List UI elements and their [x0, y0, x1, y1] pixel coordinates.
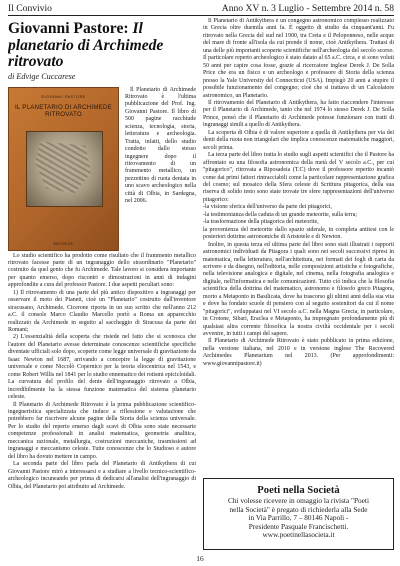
box-line: in Via Parrillo, 7 – 80146 Napoli -	[248, 513, 349, 523]
running-head	[8, 3, 394, 15]
poeti-nella-societa-box	[203, 478, 394, 550]
title-author-name: Giovanni Pastore:	[8, 20, 133, 37]
right-column	[203, 18, 394, 474]
left-column	[8, 18, 196, 550]
title-book-name: Il planetario di Archimede ritrovato	[8, 20, 164, 70]
article-title	[8, 21, 196, 71]
paragraph: Lo studio scientifico ha prodotto come risultato che il frammento metallico ritrovato facesse parte di un ingranaggio dello straordinario "Planetario" costruito da quel genio che fu Archimede. Tale lavoro si considera importante per quanto emerso, dopo riscontri e dimostrazioni in anni di indagini approfondite a cura del professor Pastore. I due aspetti peculiari sono:	[8, 252, 196, 289]
book-cover-image	[8, 87, 119, 251]
paragraph: Il Planetario di Archimede Ritrovato è la prima pubblicazione scientifico-ingegneristica specializzata che induce a riflessione e valutazione che potrebbero far riscrivere alcune pagine della Storia della scienza universale. Per lo studio del reperto emerso dagli scavi di Olbia sono state necessarie competenze professionali in analisi matematica, geometria analitica, meccanica razionale, metallurgia, costruzioni meccaniche, trasmissioni ad ingranaggi e meccanismo celeste. Tutte conoscenze che lo Studioso e autore del libro ha dovuto mettere in campo.	[8, 401, 196, 460]
box-title: Poeti nella Società	[257, 485, 340, 496]
right-body-text	[203, 18, 394, 368]
box-line: nella Società" è pregato di richiederla alla Sede	[229, 504, 368, 514]
paragraph: La scoperta di Olbia è di valore superiore a quella di Antikythera per via dei denti della ruota non triangolari che implica conoscenze matematiche maggiori, secoli prima.	[203, 129, 394, 151]
paragraph: 1) Il ritrovamento di una parte del più antico dispositivo a ingranaggi per osservare il moto dei Pianeti, cioè un "Planetario" costruito dall'inventore siracusano, Archimede. Cicerone riporta in un suo scritto che nell'anno 212 a.C. il console Marco Claudio Marcello portò a Roma un apparecchio realizzato da Archimede in seguito al saccheggio di Siracusa da parte dei Romani;	[8, 289, 196, 334]
paragraph: -la trasformazione della pitagorica del meteorite,	[203, 219, 319, 226]
paragraph: -la visione sferica dell'universo da parte dei pitagorici,	[203, 204, 333, 211]
book-cover-artifact-photo	[26, 131, 103, 207]
box-website-link[interactable]: www.poetinellasocieta.it	[262, 530, 335, 540]
paragraph: Inoltre, in questa terza ed ultima parte del libro sono stati illustrati i rapporti astronomici individuati da Pitagora i quali sono nei secoli successivi ripresi in matematica, nella letteratura, nell'architettura, nei formati dei fogli di carta da scrivere e da disegno, nell'editoria, nelle composizioni artistiche e fotografiche, nella televisione analogica e digitale, nel cinema, nella fotografia analogica e digitale, nell'informatica e nelle comunicazioni. Tutto ciò indica che la filosofia scientifica della dottrina del matematico, astronomo e filosofo greco Pitagora, morto a Metaponto in Basilicata, dove ha trascorso gli ultimi anni della sua vita e dove ha fondato scuole di pensiero con al seguito sostenitori da cui il nome "pitagorici", sviluppatasi nel VI secolo a.C. nella Magna Grecia, in particolare, in Crotone, Sibari, Eraclea e Metaponto, ha impregnato profondamente più di qualsiasi altra corrente filosofica la nostra civiltà occidentale per i secoli avvenire, in tutti i campi del sapere.	[203, 241, 394, 338]
intro-text	[125, 87, 196, 251]
issue-info: Anno XV n. 3 Luglio - Settembre 2014 n. 58	[221, 3, 394, 14]
paragraph: La terza parte del libro tratta lo studio sugli aspetti scientifici che il Pastore ha affrontato su una filosofia astronomica della metà del V secolo a.C., per cui "pitagorico", ritrovata a Riposadeia (T.C) dove il professore reperito incantò come dai primi fattori rintracciabili come la particolare rappresentazione grafica del cosmo; sul mosaico della Sfera celeste di Scrittura pitagorica, della sua riserva di solido testo sono state trovate tre sfere rappresentazioni dell'universo pitagorico:	[203, 152, 394, 203]
paragraph: Il Planetario di Antikythera è un congegno astronomico complesso realizzato in Grecia oltre duemila anni fa. È oggetto di studio da cinquant'anni. Fu ritrovato nella Grecia del sud nel 1900, tra Creta e il Peloponneso, nelle acque del mare di fronte all'isola da cui prende il nome, cioè Antikythera. Trattasi di una delle più importanti scoperte scientifiche nell'archeologia del secolo scorso. Il particolare reperto archeologico è stato datato al 65 a.C. circa, e si sono voluti 50 anni per capire cosa fosse, grazie al ricercatore inglese Derek J. De Solla Price che era un fisico e un archeologo e professore di Storia della scienza presso la Yale University del Connecticut (USA). Impiegò 20 anni a stupire il possibile funzionamento del congegno; cioè che si trattava di un Calcolatore astronomico, un Planetario.	[203, 18, 394, 99]
article-byline: di Edvige Cuccarese	[8, 71, 76, 81]
paragraph: -la testimonianza della caduta di un grande meteorite, sulla terra;	[203, 211, 357, 218]
book-cover-author: GIOVANNI PASTORE	[41, 94, 86, 99]
header-rule	[8, 15, 394, 16]
paragraph: 2) L'essenzialità della scoperta che risiede nel fatto che si sconosca che l'autore del Planetario avesse determinate conoscenze scientifiche specifiche diventate ufficiali solo dopo, scoperte come legge universale di gravitazione da Isaac Newton nel 1687, arrivando a concepire la legge di gravitazione universale e come Niccolò Copernico per la teoria eliocentrica nel 1543, e come Robert Willis nel 1841 per lo studio ennematico dei rotismi epicicloidali. La curvatura del profilo del dente dell'ingranaggio ritrovato a Olbia, incredibilmente ha la stessa funzione matematica del sistema planetario celeste.	[8, 334, 196, 401]
book-cover-title: IL PLANETARIO DI ARCHIMEDE RITROVATO	[15, 103, 112, 118]
page-number: 16	[196, 554, 204, 563]
paragraph: Il ritrovamento del Planetario di Antikythera, ha fatto riaccendere l'interesse per il Planetario di Archimede, tanto che nel 1974 lo stesso Derek J. De Solla Prince, pensò che il Planetario di Archimede potesse funzionare con tratti di ingranaggi simili a quello di Antikythera.	[203, 99, 394, 129]
left-body-text	[8, 253, 196, 492]
box-line: Presidente Pasquale Francischetti.	[248, 521, 349, 531]
publication-name: Il Convivio	[8, 3, 52, 14]
paragraph: Il Planetario di Archimede Ritrovato è stato pubblicato in prima edizione, nella versione italiana, nel 2010 e in versione inglese The Recovered Archimedes Planetarium nel 2013. (Per approfondimenti: www.giovannipastore.it)	[203, 338, 394, 367]
gear-fragment-graphic	[35, 142, 91, 194]
paragraph: La seconda parte del libro parla del Planetario di Antikythera di cui Giovanni Pastore mirò a interessarsi e a studiare a livello tecnico-scientifico-archeologico incuneando per prima di dedicarsi all'analisi dell'ingranaggio di Olbia, del Planetario poi attribuito ad Archimede.	[8, 461, 196, 490]
box-line: Chi volesse ricevere in omaggio la rivista "Poeti	[228, 496, 369, 505]
paragraph: la provenienza del meteorite dallo spazio siderale, in completa antitesi con le posteriori dottrine astronomiche di Aristotele e di Newton.	[203, 226, 394, 241]
paragraph: Il Planetario di Archimede Ritrovato è l'ultima pubblicazione del Prof. Ing. Giovanni Pastore. Il libro di 500 pagine racchiude scienza, tecnologia, storia, letteratura e archeologia. Tratta, infatti, dello studio condotto dallo stesso ingegnere dopo il ritrovamento di un frammento metallico, un pezzettino di ruota dentata in uno scavo archeologico nella città di Olbia, in Sardegna, nel 2006.	[125, 86, 196, 205]
book-cover-publisher: EDITRICE	[53, 241, 74, 246]
book-and-intro	[8, 87, 196, 251]
